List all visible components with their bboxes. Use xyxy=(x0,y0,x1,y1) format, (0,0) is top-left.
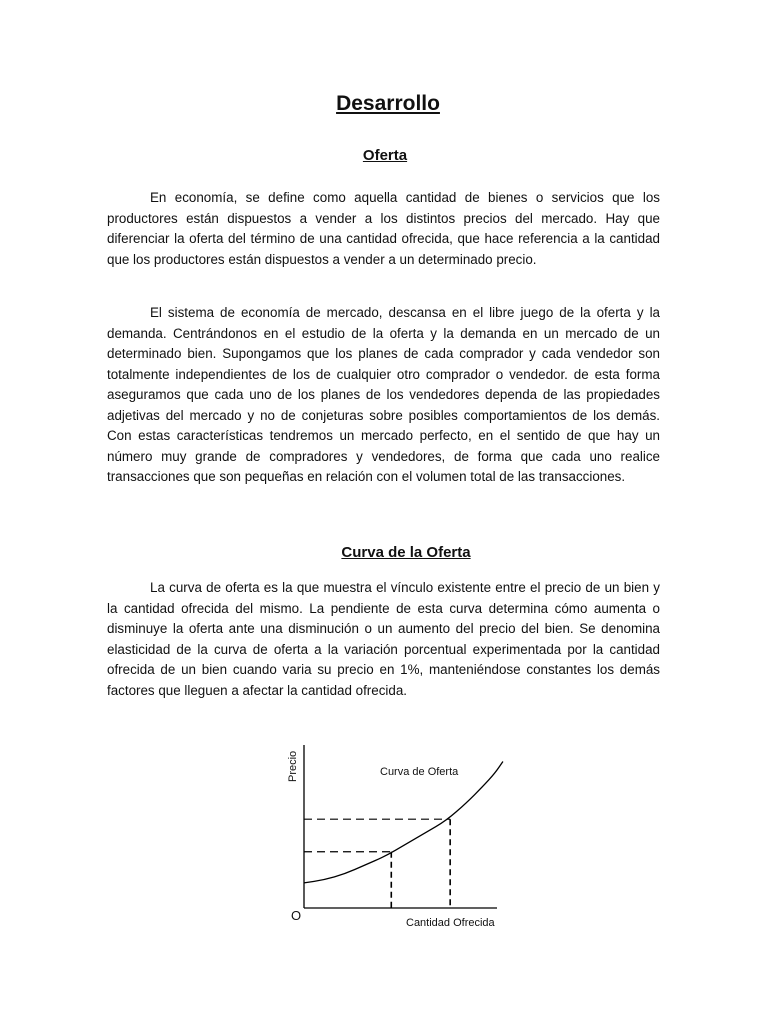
section-heading-oferta: Oferta xyxy=(362,147,408,164)
page-title: Desarrollo xyxy=(336,92,440,115)
y-axis-label: Precio xyxy=(287,750,299,782)
origin-label: O xyxy=(291,908,302,923)
curve-label: Curva de Oferta xyxy=(380,766,459,778)
x-axis-label: Cantidad Ofrecida xyxy=(406,917,495,929)
supply-curve-figure xyxy=(275,740,535,935)
section-heading-curva: Curva de la Oferta xyxy=(341,544,471,561)
supply-curve-chart xyxy=(275,740,535,935)
paragraph-market-system: El sistema de economía de mercado, descansa en el libre juego de la oferta y la demanda. Centrándonos en el estudio de la oferta y la demanda en un mercado de un determinado bien. Supongamos que los planes de cada comprador y cada vendedor son totalmente independientes de los de cualquier otro comprador o vendedor. de esta forma aseguramos que cada uno de los planes de los vendedores dependa de las propiedades adjetivas del mercado y no de conjeturas sobre posibles comportamientos de los demás. Con estas características tendremos un mercado perfecto, en el sentido de que hay un número muy grande de compradores y vendedores, de forma que cada uno realice transacciones que son pequeñas en relación con el volumen total de las transacciones. xyxy=(107,305,660,484)
supply-curve-line-0 xyxy=(304,761,503,882)
paragraph-supply-curve: La curva de oferta es la que muestra el vínculo existente entre el precio de un bien y la cantidad ofrecida del mismo. La pendiente de esta curva determina cómo aumenta o disminuye la oferta ante una disminución o un aumento del precio del bien. Se denomina elasticidad de la curva de oferta a la variación porcentual experimentada por la cantidad ofrecida de un bien cuando varia su precio en 1%, manteniéndose constantes los demás factores que lleguen a afectar la cantidad ofrecida. xyxy=(107,580,660,698)
paragraph-oferta-definition: En economía, se define como aquella cantidad de bienes o servicios que los productores están dispuestos a vender a los distintos precios del mercado. Hay que diferenciar la oferta del término de una cantidad ofrecida, que hace referencia a la cantidad que los productores están dispuestos a vender a un determinado precio. xyxy=(107,190,660,267)
